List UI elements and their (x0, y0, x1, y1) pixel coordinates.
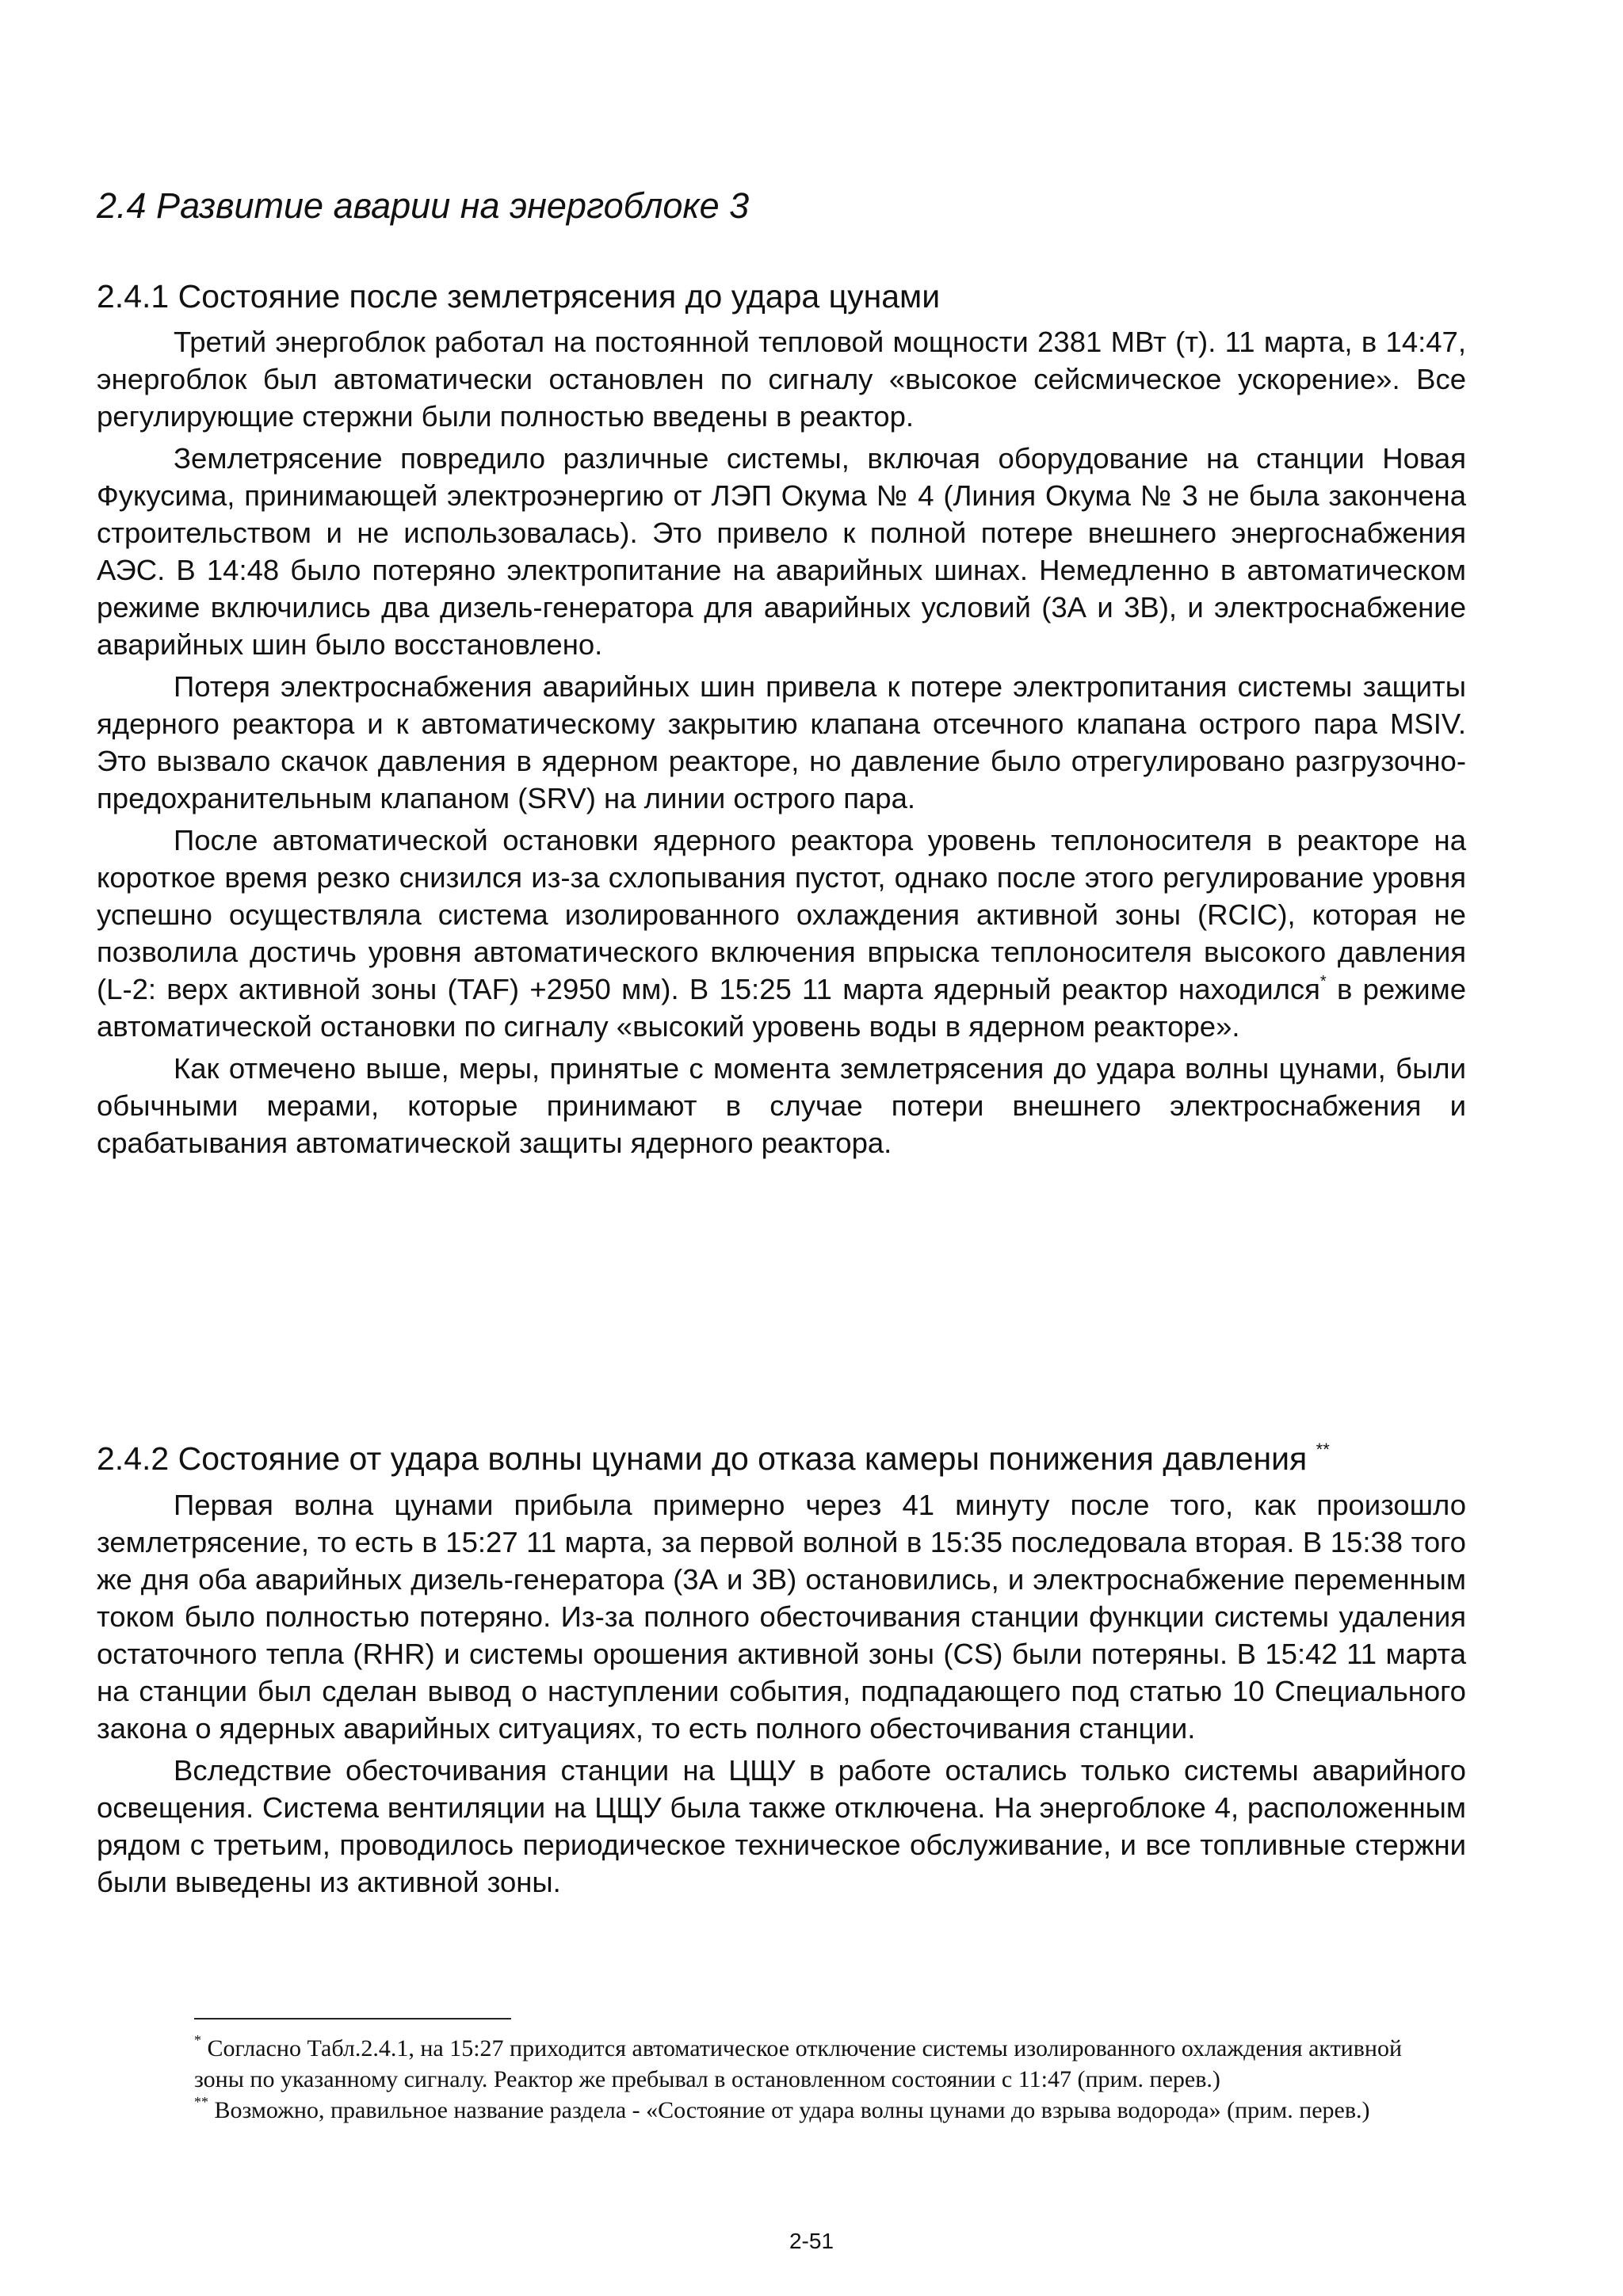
footnote-mark: * (194, 2032, 201, 2048)
paragraph-text: После автоматической остановки ядерного реактора уровень теплоносителя в реакторе на короткое время резко снизился из-за схлопывания пустот, однако после этого регулирование уровня успешно осуществляла система изолированного охлаждения активной зоны (RCIC), которая не позволила достичь уровня автоматического включения впрыска теплоносителя высокого давления (L-2: верх активной зоны (TAF) +2950 мм). В 15:25 11 марта ядерный реактор находился (97, 824, 1466, 1005)
footnote-text: Возможно, правильное название раздела - «Состояние от удара волны цунами до взрыва водорода» (прим. перев.) (208, 2097, 1370, 2123)
subsection-2-4-1-body (97, 323, 1466, 1166)
footnote (194, 2095, 1421, 2126)
footnote (194, 2033, 1421, 2095)
footnote-mark: ** (194, 2094, 208, 2110)
section-title: 2.4 Развитие аварии на энергоблоке 3 (97, 185, 750, 226)
paragraph: Первая волна цунами прибыла примерно через 41 минуту после того, как произошло землетрясение, то есть в 15:27 11 марта, за первой волной в 15:35 последовала вторая. В 15:38 того же дня оба аварийных дизель-генератора (3А и 3В) остановились, и электроснабжение переменным током было полностью потеряно. Из-за полного обесточивания станции функции системы удаления остаточного тепла (RHR) и системы орошения активной зоны (CS) были потеряны. В 15:42 11 марта на станции был сделан вывод о наступлении события, подпадающего под статью 10 Специального закона о ядерных аварийных ситуациях, то есть полного обесточивания станции. (97, 1489, 1466, 1745)
paragraph-with-footnote-mark (97, 822, 1466, 1045)
footnote-text: Согласно Табл.2.4.1, на 15:27 приходится автоматическое отключение системы изолированного охлаждения активной зоны по указанному сигналу. Реактор же пребывал в остановленном состоянии с 11:47 (прим. перев.) (194, 2035, 1403, 2092)
paragraph: Третий энергоблок работал на постоянной тепловой мощности 2381 МВт (т). 11 марта, в 14:47, энергоблок был автоматически остановлен по сигналу «высокое сейсмическое ускорение». Все регулирующие стержни были полностью введены в реактор. (97, 326, 1466, 433)
subsection-2-4-2-body (97, 1486, 1466, 1905)
footnote-reference-mark: ** (1316, 1440, 1330, 1459)
subsection-heading-text: 2.4.2 Состояние от удара волны цунами до отказа камеры понижения давления (97, 1440, 1308, 1477)
footnote-divider (194, 2018, 511, 2019)
paragraph: Вследствие обесточивания станции на ЦЩУ в работе остались только системы аварийного освещения. Система вентиляции на ЦЩУ была также отключена. На энергоблоке 4, расположенным рядом с третьим, проводилось периодическое техническое обслуживание, и все топливные стержни были выведены из активной зоны. (97, 1754, 1466, 1898)
paragraph: Как отмечено выше, меры, принятые с момента землетрясения до удара волны цунами, были обычными мерами, которые принимают в случае потери внешнего электроснабжения и срабатывания автоматической защиты ядерного реактора. (97, 1052, 1466, 1159)
paragraph: Потеря электроснабжения аварийных шин привела к потере электропитания системы защиты ядерного реактора и к автоматическому закрытию клапана отсечного клапана острого пара MSIV. Это вызвало скачок давления в ядерном реакторе, но давление было отрегулировано разгрузочно-предохранительным клапаном (SRV) на линии острого пара. (97, 670, 1466, 814)
subsection-heading-2-4-1: 2.4.1 Состояние после землетрясения до удара цунами (97, 278, 941, 315)
paragraph: Землетрясение повредило различные системы, включая оборудование на станции Новая Фукусима, принимающей электроэнергию от ЛЭП Окума № 4 (Линия Окума № 3 не была закончена строительством и не использовалась). Это привело к полной потере внешнего энергоснабжения АЭС. В 14:48 было потеряно электропитание на аварийных шинах. Немедленно в автоматическом режиме включились два дизель-генератора для аварийных условий (3А и 3В), и электроснабжение аварийных шин было восстановлено. (97, 442, 1466, 661)
page-number: 2-51 (789, 2229, 834, 2253)
paragraph-text: в режиме автоматической остановки по сигналу «высокий уровень воды в ядерном реакторе». (97, 973, 1466, 1043)
footnotes (194, 2033, 1421, 2126)
subsection-heading-2-4-2 (97, 1438, 1523, 1479)
footnote-reference-mark: * (1319, 973, 1327, 990)
